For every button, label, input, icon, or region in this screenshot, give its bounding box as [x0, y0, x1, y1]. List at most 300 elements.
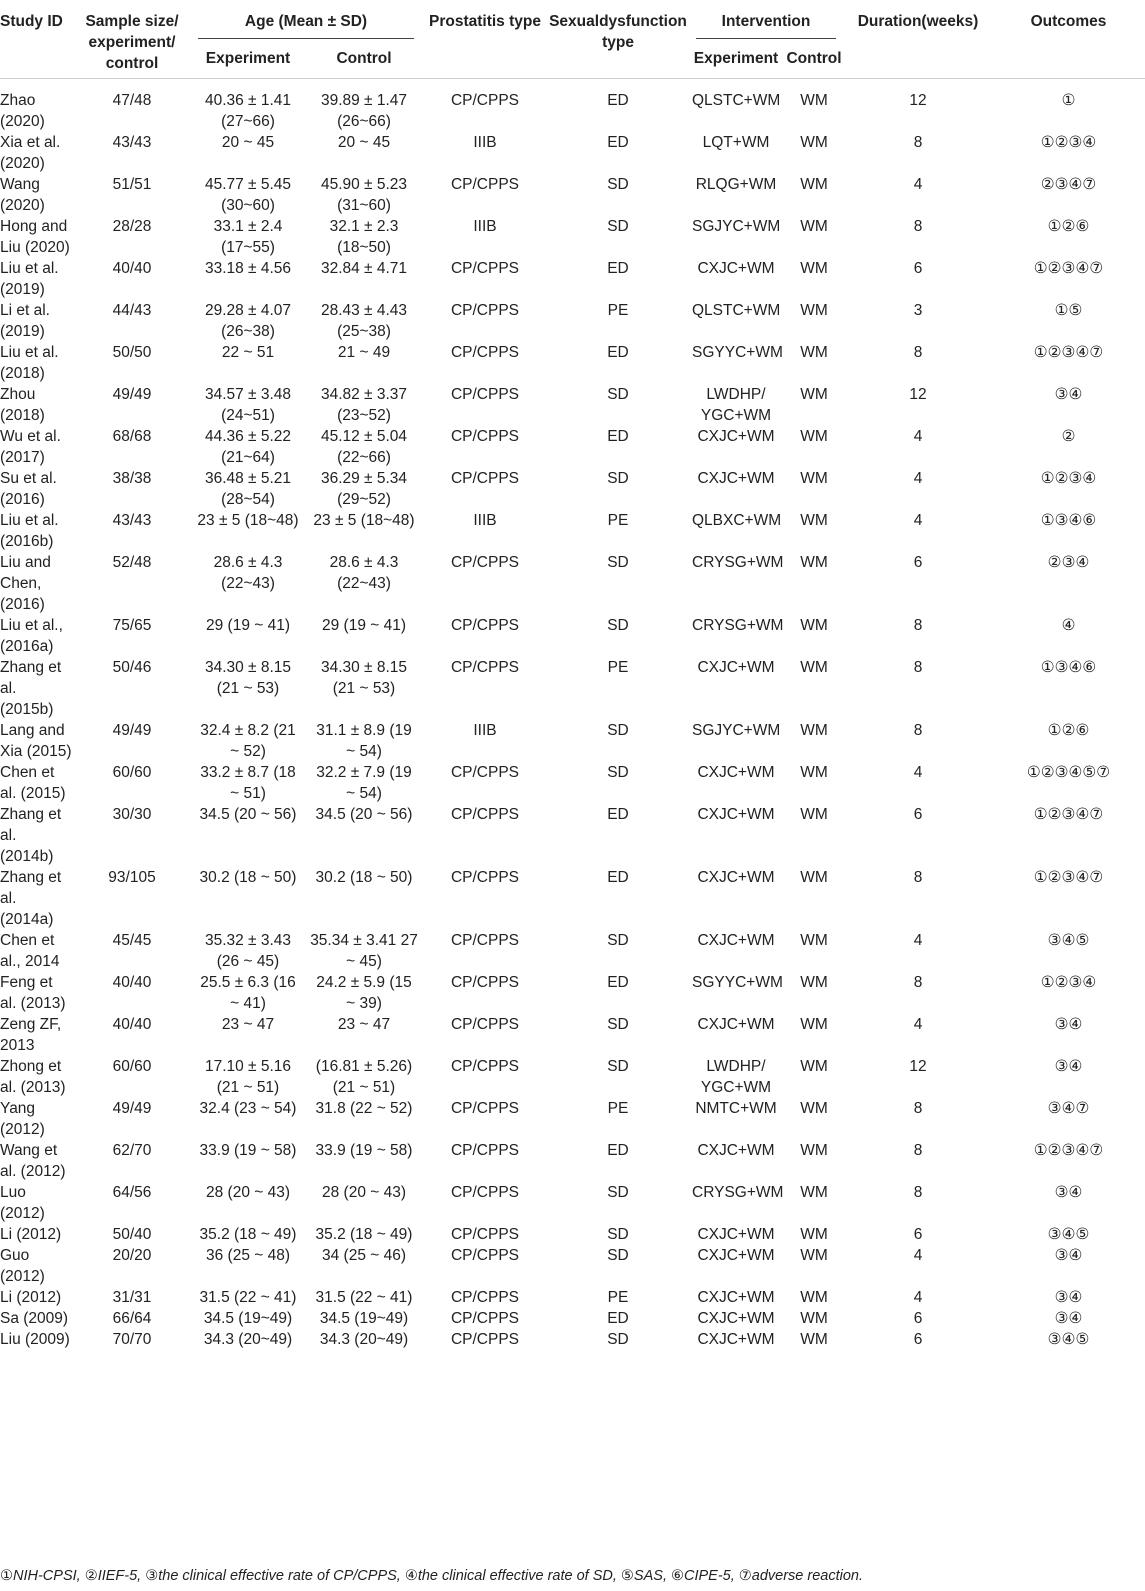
cell-sexual-dysfunction-type: PE [607, 302, 629, 319]
cell-sexual-dysfunction-type: SD [607, 1331, 629, 1348]
cell-sexual-dysfunction-type: SD [607, 176, 629, 193]
cell-study-id: Zhou (2018) [0, 386, 45, 424]
cell-age-control: (16.81 ± 5.26) (21 ~ 51) [315, 1058, 413, 1096]
cell-intervention-control: WM [800, 1016, 828, 1033]
header-sample-size: Sample size/ experiment/ control [85, 13, 179, 72]
cell-outcomes: ①②③④⑦ [1033, 344, 1104, 361]
cell-prostatitis-type: CP/CPPS [450, 1058, 520, 1075]
table-row [0, 1182, 1145, 1224]
cell-study-id: Liu et al. (2018) [0, 344, 59, 382]
cell-age-control: 23 ± 5 (18~48) [313, 512, 415, 529]
header-duration: Duration(weeks) [857, 13, 979, 30]
cell-study-id: Zhao (2020) [0, 92, 45, 130]
cell-outcomes: ①②③④⑦ [1033, 260, 1104, 277]
cell-duration: 6 [913, 260, 923, 277]
cell-outcomes: ①⑤ [1054, 302, 1083, 319]
table-row [0, 930, 1145, 972]
cell-age-experiment: 33.9 (19 ~ 58) [199, 1142, 297, 1159]
cell-prostatitis-type: CP/CPPS [450, 1289, 520, 1306]
cell-sexual-dysfunction-type: SD [607, 1058, 629, 1075]
table-row [0, 384, 1145, 426]
cell-age-control: 34.5 (20 ~ 56) [315, 806, 413, 823]
cell-age-control: 28.6 ± 4.3 (22~43) [329, 554, 399, 592]
cell-age-control: 35.2 (18 ~ 49) [315, 1226, 413, 1243]
cell-intervention-control: WM [800, 1100, 828, 1117]
cell-age-experiment: 33.18 ± 4.56 [204, 260, 292, 277]
cell-duration: 8 [913, 218, 923, 235]
header-intervention-label: Intervention [696, 11, 836, 39]
cell-age-experiment: 32.4 ± 8.2 (21 ~ 52) [200, 722, 296, 760]
cell-prostatitis-type: CP/CPPS [450, 344, 520, 361]
header-age [190, 0, 422, 39]
cell-sexual-dysfunction-type: SD [607, 722, 629, 739]
cell-age-experiment: 31.5 (22 ~ 41) [199, 1289, 297, 1306]
cell-prostatitis-type: CP/CPPS [450, 1100, 520, 1117]
cell-age-experiment: 22 ~ 51 [221, 344, 275, 361]
cell-prostatitis-type: CP/CPPS [450, 869, 520, 886]
cell-sexual-dysfunction-type: PE [607, 1100, 629, 1117]
table-row [0, 1245, 1145, 1287]
cell-study-id: Zhang et al. (2014b) [0, 806, 62, 865]
cell-duration: 4 [913, 1016, 923, 1033]
cell-duration: 8 [913, 344, 923, 361]
table-row [0, 132, 1145, 174]
cell-intervention-experiment: CRYSG+WM [692, 554, 784, 571]
cell-age-experiment: 35.32 ± 3.43 (26 ~ 45) [204, 932, 292, 970]
cell-intervention-experiment: CRYSG+WM [692, 617, 784, 634]
cell-intervention-control: WM [800, 302, 828, 319]
cell-sexual-dysfunction-type: SD [607, 218, 629, 235]
cell-age-experiment: 17.10 ± 5.16 (21 ~ 51) [204, 1058, 292, 1096]
cell-intervention-experiment: CXJC+WM [697, 1142, 775, 1159]
cell-sample-size: 30/30 [112, 806, 152, 823]
cell-sample-size: 20/20 [112, 1247, 152, 1264]
cell-prostatitis-type: CP/CPPS [450, 932, 520, 949]
table-row [0, 1098, 1145, 1140]
cell-age-experiment: 23 ~ 47 [221, 1016, 275, 1033]
cell-intervention-control: WM [800, 1058, 828, 1075]
cell-outcomes: ③④ [1054, 1310, 1083, 1327]
cell-sexual-dysfunction-type: SD [607, 764, 629, 781]
table-row [0, 615, 1145, 657]
cell-intervention-experiment: CXJC+WM [697, 428, 775, 445]
cell-intervention-experiment: QLBXC+WM [692, 512, 782, 529]
cell-sexual-dysfunction-type: PE [607, 659, 629, 676]
cell-intervention-experiment: SGJYC+WM [692, 218, 781, 235]
cell-outcomes: ②③④ [1047, 554, 1090, 571]
cell-study-id: Zhang et al. (2015b) [0, 659, 62, 718]
cell-study-id: Chen et al., 2014 [0, 932, 60, 970]
cell-outcomes: ③④ [1054, 1289, 1083, 1306]
cell-duration: 4 [913, 764, 923, 781]
cell-intervention-control: WM [800, 428, 828, 445]
cell-outcomes: ①③④⑥ [1040, 512, 1097, 529]
cell-age-experiment: 40.36 ± 1.41 (27~66) [204, 92, 292, 130]
cell-intervention-experiment: CXJC+WM [697, 470, 775, 487]
cell-age-control: 33.9 (19 ~ 58) [315, 1142, 413, 1159]
cell-intervention-experiment: CXJC+WM [697, 1247, 775, 1264]
cell-duration: 6 [913, 1310, 923, 1327]
cell-intervention-control: WM [800, 470, 828, 487]
cell-outcomes: ①②⑥ [1047, 722, 1090, 739]
table-row [0, 972, 1145, 1014]
cell-intervention-control: WM [800, 1331, 828, 1348]
cell-prostatitis-type: CP/CPPS [450, 1226, 520, 1243]
cell-age-control: 28 (20 ~ 43) [321, 1184, 407, 1201]
cell-sexual-dysfunction-type: ED [607, 806, 629, 823]
cell-age-control: 24.2 ± 5.9 (15 ~ 39) [316, 974, 412, 1012]
cell-intervention-experiment: LWDHP/ YGC+WM [700, 1058, 772, 1096]
cell-sample-size: 43/43 [112, 134, 152, 151]
cell-study-id: Zeng ZF, 2013 [0, 1016, 62, 1054]
header-intervention [688, 0, 844, 39]
table-row [0, 216, 1145, 258]
cell-intervention-control: WM [800, 806, 828, 823]
cell-intervention-control: WM [800, 1142, 828, 1159]
cell-intervention-experiment: RLQG+WM [695, 176, 777, 193]
cell-sexual-dysfunction-type: ED [607, 1142, 629, 1159]
cell-sample-size: 52/48 [112, 554, 152, 571]
cell-sexual-dysfunction-type: ED [607, 869, 629, 886]
cell-sexual-dysfunction-type: PE [607, 1289, 629, 1306]
cell-sample-size: 62/70 [112, 1142, 152, 1159]
cell-intervention-control: WM [800, 218, 828, 235]
cell-sample-size: 50/46 [112, 659, 152, 676]
table-row [0, 867, 1145, 930]
cell-sample-size: 49/49 [112, 386, 152, 403]
cell-age-experiment: 20 ~ 45 [221, 134, 275, 151]
cell-study-id: Luo (2012) [0, 1184, 45, 1222]
cell-outcomes: ③④ [1054, 1016, 1083, 1033]
cell-intervention-experiment: LWDHP/ YGC+WM [700, 386, 772, 424]
cell-duration: 4 [913, 1289, 923, 1306]
table-row [0, 300, 1145, 342]
cell-sample-size: 31/31 [112, 1289, 152, 1306]
cell-duration: 4 [913, 428, 923, 445]
cell-age-experiment: 34.57 ± 3.48 (24~51) [204, 386, 292, 424]
cell-study-id: Su et al. (2016) [0, 470, 57, 508]
cell-intervention-experiment: CXJC+WM [697, 659, 775, 676]
cell-intervention-control: WM [800, 974, 828, 991]
cell-prostatitis-type: CP/CPPS [450, 1016, 520, 1033]
cell-outcomes: ①②③④ [1040, 470, 1097, 487]
cell-study-id: Liu and Chen, (2016) [0, 554, 51, 613]
cell-age-control: 45.12 ± 5.04 (22~66) [320, 428, 408, 466]
table-row [0, 342, 1145, 384]
table-row [0, 174, 1145, 216]
cell-duration: 4 [913, 1247, 923, 1264]
cell-duration: 4 [913, 512, 923, 529]
cell-intervention-control: WM [800, 1226, 828, 1243]
cell-intervention-experiment: CRYSG+WM [692, 1184, 784, 1201]
cell-intervention-experiment: CXJC+WM [697, 1310, 775, 1327]
cell-prostatitis-type: CP/CPPS [450, 764, 520, 781]
cell-outcomes: ③④⑤ [1047, 1226, 1090, 1243]
cell-age-experiment: 32.4 (23 ~ 54) [199, 1100, 297, 1117]
cell-sample-size: 50/40 [112, 1226, 152, 1243]
cell-study-id: Hong and Liu (2020) [0, 218, 70, 256]
cell-sample-size: 49/49 [112, 722, 152, 739]
cell-intervention-experiment: CXJC+WM [697, 764, 775, 781]
cell-intervention-experiment: SGYYC+WM [692, 974, 783, 991]
cell-duration: 3 [913, 302, 923, 319]
cell-age-experiment: 36.48 ± 5.21 (28~54) [204, 470, 292, 508]
cell-duration: 6 [913, 1331, 923, 1348]
cell-age-control: 34 (25 ~ 46) [321, 1247, 407, 1264]
cell-intervention-experiment: SGYYC+WM [692, 344, 783, 361]
cell-age-control: 32.2 ± 7.9 (19 ~ 54) [316, 764, 412, 802]
cell-outcomes: ①②③④ [1040, 134, 1097, 151]
cell-intervention-control: WM [800, 386, 828, 403]
cell-intervention-control: WM [800, 1247, 828, 1264]
cell-sample-size: 68/68 [112, 428, 152, 445]
cell-prostatitis-type: CP/CPPS [450, 428, 520, 445]
cell-prostatitis-type: CP/CPPS [450, 1184, 520, 1201]
cell-study-id: Li (2012) [0, 1289, 62, 1306]
header-age-control: Control [336, 50, 392, 67]
cell-sexual-dysfunction-type: SD [607, 470, 629, 487]
header-sexual-dysfunction-type: Sexualdysfunction type [549, 13, 687, 51]
cell-prostatitis-type: CP/CPPS [450, 1142, 520, 1159]
cell-outcomes: ①②⑥ [1047, 218, 1090, 235]
cell-sample-size: 49/49 [112, 1100, 152, 1117]
cell-age-control: 45.90 ± 5.23 (31~60) [320, 176, 408, 214]
cell-study-id: Liu et al. (2016b) [0, 512, 59, 550]
cell-sample-size: 60/60 [112, 764, 152, 781]
cell-sample-size: 44/43 [112, 302, 152, 319]
cell-intervention-experiment: CXJC+WM [697, 1016, 775, 1033]
cell-age-control: 32.84 ± 4.71 [320, 260, 408, 277]
cell-study-id: Sa (2009) [0, 1310, 69, 1327]
cell-sample-size: 60/60 [112, 1058, 152, 1075]
cell-duration: 6 [913, 1226, 923, 1243]
cell-outcomes: ③④⑤ [1047, 1331, 1090, 1348]
cell-study-id: Lang and Xia (2015) [0, 722, 72, 760]
cell-outcomes: ①③④⑥ [1040, 659, 1097, 676]
cell-prostatitis-type: CP/CPPS [450, 470, 520, 487]
cell-intervention-control: WM [800, 1184, 828, 1201]
cell-sexual-dysfunction-type: SD [607, 386, 629, 403]
table-row [0, 804, 1145, 867]
cell-study-id: Li et al. (2019) [0, 302, 50, 340]
cell-age-control: 21 ~ 49 [337, 344, 391, 361]
cell-age-experiment: 33.1 ± 2.4 (17~55) [213, 218, 283, 256]
cell-duration: 4 [913, 932, 923, 949]
cell-study-id: Xia et al. (2020) [0, 134, 61, 172]
header-study-id: Study ID [0, 13, 63, 30]
cell-outcomes: ③④⑦ [1047, 1100, 1090, 1117]
cell-outcomes: ③④⑤ [1047, 932, 1090, 949]
cell-age-control: 34.82 ± 3.37 (23~52) [320, 386, 408, 424]
cell-duration: 8 [913, 134, 923, 151]
cell-age-control: 39.89 ± 1.47 (26~66) [320, 92, 408, 130]
cell-intervention-control: WM [800, 512, 828, 529]
cell-intervention-experiment: QLSTC+WM [692, 92, 781, 109]
table-row [0, 1329, 1145, 1350]
cell-age-experiment: 23 ± 5 (18~48) [197, 512, 299, 529]
cell-intervention-experiment: CXJC+WM [697, 806, 775, 823]
cell-age-control: 23 ~ 47 [337, 1016, 391, 1033]
cell-sexual-dysfunction-type: ED [607, 260, 629, 277]
cell-study-id: Liu et al. (2019) [0, 260, 59, 298]
cell-prostatitis-type: CP/CPPS [450, 806, 520, 823]
cell-prostatitis-type: CP/CPPS [450, 92, 520, 109]
cell-sample-size: 64/56 [112, 1184, 152, 1201]
cell-intervention-control: WM [800, 92, 828, 109]
cell-study-id: Feng et al. (2013) [0, 974, 66, 1012]
cell-sample-size: 93/105 [108, 869, 156, 886]
cell-duration: 8 [913, 1100, 923, 1117]
table-row [0, 1287, 1145, 1308]
cell-prostatitis-type: CP/CPPS [450, 302, 520, 319]
cell-sexual-dysfunction-type: SD [607, 1016, 629, 1033]
cell-sample-size: 75/65 [112, 617, 152, 634]
cell-intervention-control: WM [800, 554, 828, 571]
header-outcomes: Outcomes [1030, 13, 1107, 30]
cell-sexual-dysfunction-type: ED [607, 134, 629, 151]
cell-study-id: Wu et al. (2017) [0, 428, 61, 466]
cell-outcomes: ②③④⑦ [1040, 176, 1097, 193]
cell-prostatitis-type: CP/CPPS [450, 974, 520, 991]
cell-prostatitis-type: CP/CPPS [450, 1310, 520, 1327]
table-row [0, 79, 1145, 133]
cell-intervention-control: WM [800, 1310, 828, 1327]
cell-study-id: Guo (2012) [0, 1247, 45, 1285]
cell-duration: 6 [913, 554, 923, 571]
cell-sexual-dysfunction-type: ED [607, 1310, 629, 1327]
cell-study-id: Liu (2009) [0, 1331, 70, 1348]
cell-sexual-dysfunction-type: SD [607, 617, 629, 634]
cell-duration: 4 [913, 470, 923, 487]
cell-sample-size: 40/40 [112, 1016, 152, 1033]
cell-age-experiment: 30.2 (18 ~ 50) [199, 869, 297, 886]
cell-study-id: Liu et al., (2016a) [0, 617, 63, 655]
table-header [0, 0, 1145, 79]
cell-duration: 4 [913, 176, 923, 193]
cell-prostatitis-type: CP/CPPS [450, 1247, 520, 1264]
cell-prostatitis-type: CP/CPPS [450, 554, 520, 571]
cell-study-id: Wang et al. (2012) [0, 1142, 66, 1180]
cell-age-experiment: 29.28 ± 4.07 (26~38) [204, 302, 292, 340]
cell-prostatitis-type: CP/CPPS [450, 176, 520, 193]
cell-study-id: Zhang et al. (2014a) [0, 869, 62, 928]
cell-prostatitis-type: IIIB [473, 722, 497, 739]
cell-age-control: 31.8 (22 ~ 52) [315, 1100, 413, 1117]
table-row [0, 1308, 1145, 1329]
cell-age-experiment: 25.5 ± 6.3 (16 ~ 41) [200, 974, 296, 1012]
cell-sexual-dysfunction-type: PE [607, 512, 629, 529]
cell-sample-size: 66/64 [112, 1310, 152, 1327]
header-age-label: Age (Mean ± SD) [198, 11, 414, 39]
cell-age-experiment: 34.5 (20 ~ 56) [199, 806, 297, 823]
cell-age-control: 34.5 (19~49) [319, 1310, 409, 1327]
cell-intervention-control: WM [800, 764, 828, 781]
cell-age-control: 30.2 (18 ~ 50) [315, 869, 413, 886]
cell-age-experiment: 35.2 (18 ~ 49) [199, 1226, 297, 1243]
cell-age-experiment: 34.30 ± 8.15 (21 ~ 53) [204, 659, 292, 697]
cell-intervention-control: WM [800, 932, 828, 949]
header-intervention-experiment: Experiment [693, 50, 779, 67]
cell-age-control: 32.1 ± 2.3 (18~50) [329, 218, 399, 256]
cell-sample-size: 40/40 [112, 974, 152, 991]
cell-sexual-dysfunction-type: ED [607, 428, 629, 445]
header-prostatitis-type: Prostatitis type [429, 13, 541, 30]
table-row [0, 510, 1145, 552]
cell-study-id: Yang (2012) [0, 1100, 45, 1138]
cell-age-experiment: 44.36 ± 5.22 (21~64) [204, 428, 292, 466]
cell-study-id: Li (2012) [0, 1226, 62, 1243]
cell-prostatitis-type: CP/CPPS [450, 617, 520, 634]
cell-age-experiment: 28 (20 ~ 43) [205, 1184, 291, 1201]
cell-duration: 8 [913, 1184, 923, 1201]
cell-prostatitis-type: CP/CPPS [450, 1331, 520, 1348]
cell-outcomes: ①②③④⑦ [1033, 869, 1104, 886]
cell-outcomes: ③④ [1054, 386, 1083, 403]
cell-study-id: Wang (2020) [0, 176, 45, 214]
table-row [0, 1224, 1145, 1245]
cell-intervention-experiment: CXJC+WM [697, 260, 775, 277]
cell-duration: 8 [913, 1142, 923, 1159]
cell-intervention-control: WM [800, 344, 828, 361]
cell-sample-size: 51/51 [112, 176, 152, 193]
cell-duration: 8 [913, 974, 923, 991]
cell-age-control: 20 ~ 45 [337, 134, 391, 151]
cell-outcomes: ③④ [1054, 1184, 1083, 1201]
header-intervention-control: Control [786, 50, 842, 67]
cell-intervention-control: WM [800, 617, 828, 634]
cell-intervention-experiment: SGJYC+WM [692, 722, 781, 739]
cell-study-id: Zhong et al. (2013) [0, 1058, 66, 1096]
cell-duration: 8 [913, 617, 923, 634]
table-row [0, 657, 1145, 720]
cell-age-control: 34.3 (20~49) [319, 1331, 409, 1348]
cell-duration: 12 [909, 1058, 927, 1075]
cell-intervention-experiment: CXJC+WM [697, 869, 775, 886]
cell-age-experiment: 28.6 ± 4.3 (22~43) [213, 554, 283, 592]
cell-sample-size: 43/43 [112, 512, 152, 529]
cell-duration: 6 [913, 806, 923, 823]
table-row [0, 720, 1145, 762]
cell-intervention-control: WM [800, 1289, 828, 1306]
cell-outcomes: ①②③④ [1040, 974, 1097, 991]
cell-sexual-dysfunction-type: SD [607, 932, 629, 949]
cell-age-experiment: 36 (25 ~ 48) [205, 1247, 291, 1264]
table-row [0, 468, 1145, 510]
cell-intervention-control: WM [800, 134, 828, 151]
cell-sexual-dysfunction-type: ED [607, 344, 629, 361]
cell-age-experiment: 29 (19 ~ 41) [205, 617, 291, 634]
cell-intervention-control: WM [800, 722, 828, 739]
cell-prostatitis-type: IIIB [473, 218, 497, 235]
cell-sample-size: 70/70 [112, 1331, 152, 1348]
cell-sexual-dysfunction-type: ED [607, 974, 629, 991]
table-row [0, 762, 1145, 804]
cell-intervention-control: WM [800, 260, 828, 277]
cell-intervention-experiment: CXJC+WM [697, 932, 775, 949]
cell-age-control: 34.30 ± 8.15 (21 ~ 53) [320, 659, 408, 697]
cell-age-control: 31.1 ± 8.9 (19 ~ 54) [316, 722, 412, 760]
cell-prostatitis-type: CP/CPPS [450, 659, 520, 676]
cell-sample-size: 47/48 [112, 92, 152, 109]
cell-age-experiment: 34.5 (19~49) [203, 1310, 293, 1327]
cell-sample-size: 38/38 [112, 470, 152, 487]
cell-sample-size: 45/45 [112, 932, 152, 949]
cell-duration: 8 [913, 722, 923, 739]
cell-intervention-control: WM [800, 659, 828, 676]
cell-duration: 12 [909, 92, 927, 109]
cell-sample-size: 28/28 [112, 218, 152, 235]
cell-outcomes: ① [1061, 92, 1076, 109]
